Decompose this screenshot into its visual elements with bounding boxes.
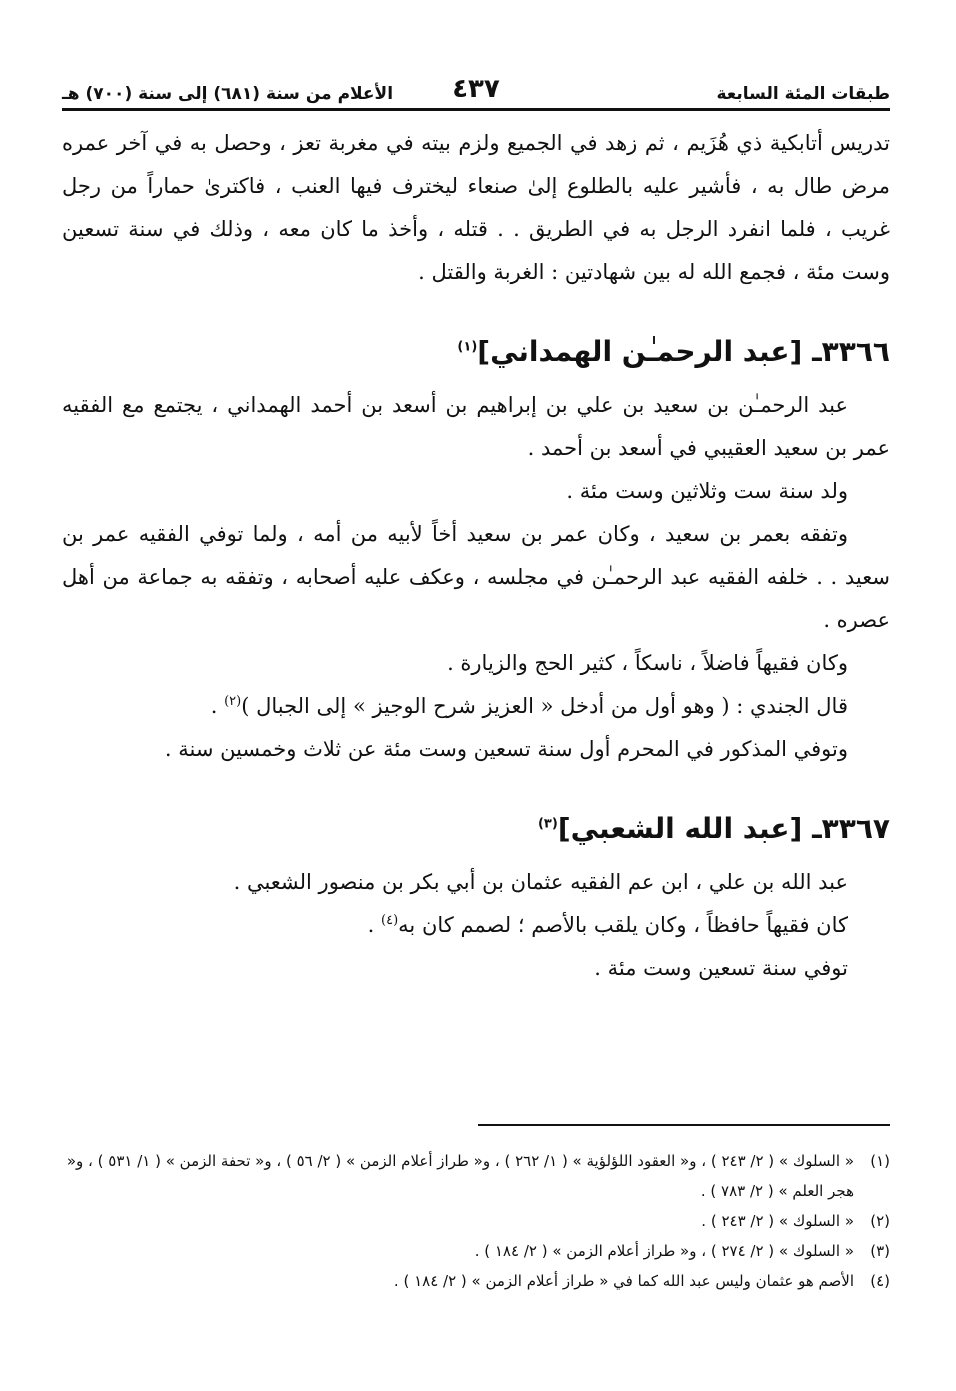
entry-title-text: ٣٣٦٦ـ [عبد الرحمـٰن الهمداني] — [477, 335, 890, 368]
character-end: . — [367, 913, 382, 937]
entry2-paragraph-death: توفي سنة تسعين وست مئة . — [594, 956, 848, 980]
footnote-ref-3: (٣) — [537, 816, 558, 832]
header-rule — [62, 108, 890, 111]
footnote-text: « السلوك » ( ٢/ ٢٤٣ ) . — [701, 1212, 854, 1230]
footnote-text: « السلوك » ( ٢/ ٢٧٤ ) ، و« طراز أعلام الزمن » ( ٢/ ١٨٤ ) . — [474, 1242, 854, 1260]
footnote-item — [62, 1236, 890, 1266]
footnote-ref-2: (٢) — [224, 694, 242, 709]
page-number: ٤٣٧ — [452, 74, 500, 104]
footnote-number: (١) — [870, 1152, 890, 1170]
character-text: كان فقيهاً حافظاً ، وكان يلقب بالأصم ؛ لصمم كان به — [398, 913, 848, 937]
header-section-title: طبقات المئة السابعة — [716, 84, 890, 104]
footnote-number: (٤) — [870, 1272, 890, 1290]
footnote-separator — [478, 1124, 890, 1126]
footnote-number: (٣) — [870, 1242, 890, 1260]
entry1-paragraph-quote — [62, 685, 890, 728]
entry2-paragraph-lineage: عبد الله بن علي ، ابن عم الفقيه عثمان بن أبي بكر بن منصور الشعبي . — [233, 870, 848, 894]
footnote-item — [62, 1266, 890, 1296]
footnote-item — [62, 1146, 890, 1206]
footnote-item — [62, 1206, 890, 1236]
entry1-paragraph-character: وكان فقيهاً فاضلاً ، ناسكاً ، كثير الحج والزيارة . — [447, 651, 848, 675]
running-header — [62, 70, 890, 104]
footnote-text: « السلوك » ( ٢/ ٢٤٣ ) ، و« العقود اللؤلؤية » ( ١/ ٢٦٢ ) ، و« طراز أعلام الزمن » ( ٢/ ٥٦ ) ، و« تحفة الزمن » ( ١/ ٥٣١ ) ، و« هجر العلم » ( ٢/ ٧٨٣ ) . — [66, 1152, 854, 1200]
footnote-number: (٢) — [870, 1212, 890, 1230]
header-range-title: الأعلام من سنة (٦٨١) إلى سنة (٧٠٠) هـ — [62, 84, 394, 104]
book-page — [62, 0, 890, 1391]
entry1-paragraph-lineage: عبد الرحمـٰن بن سعيد بن علي بن إبراهيم بن أسعد بن أحمد الهمداني ، يجتمع مع الفقيه عمر بن سعيد العقيبي في أسعد بن أحمد . — [62, 393, 890, 460]
entry1-paragraph-birth: ولد سنة ست وثلاثين وست مئة . — [566, 479, 848, 503]
footnote-text: الأصم هو عثمان وليس عبد الله كما في « طراز أعلام الزمن » ( ٢/ ١٨٤ ) . — [393, 1272, 854, 1290]
quote-end: . — [210, 694, 225, 718]
footnote-ref-1: (١) — [457, 339, 478, 355]
entry-title-3367 — [62, 807, 890, 851]
entry-title-3366 — [62, 330, 890, 374]
continuation-paragraph: تدريس أتابكية ذي هُزَيم ، ثم زهد في الجميع ولزم بيته في مغربة تعز ، وحصل به في آخر عمره مرض طال به ، فأشير عليه بالطلوع إلىٰ صنعاء ليخترف فيها العنب ، فاكترىٰ حماراً من رجل غريب ، فلما انفرد الرجل به في الطريق . . قتله ، وأخذ ما كان معه ، وذلك في سنة تسعين وست مئة ، فجمع الله له بين شهادتين : الغربة والقتل . — [62, 131, 890, 284]
footnote-ref-4: (٤) — [381, 913, 399, 928]
footnotes — [62, 1146, 890, 1296]
entry1-paragraph-study: وتفقه بعمر بن سعيد ، وكان عمر بن سعيد أخاً لأبيه من أمه ، ولما توفي الفقيه عمر بن سعيد . . خلفه الفقيه عبد الرحمـٰن في مجلسه ، وعكف عليه أصحابه ، وتفقه به جماعة من أهل عصره . — [62, 522, 890, 632]
entry1-paragraph-death: وتوفي المذكور في المحرم أول سنة تسعين وست مئة عن ثلاث وخمسين سنة . — [164, 737, 848, 761]
quote-text: قال الجندي : ( وهو أول من أدخل « العزيز شرح الوجيز » إلى الجبال ) — [241, 694, 848, 718]
main-text — [62, 122, 890, 990]
entry-title-text: ٣٣٦٧ـ [عبد الله الشعبي] — [557, 812, 890, 845]
entry2-paragraph-character — [62, 904, 890, 947]
